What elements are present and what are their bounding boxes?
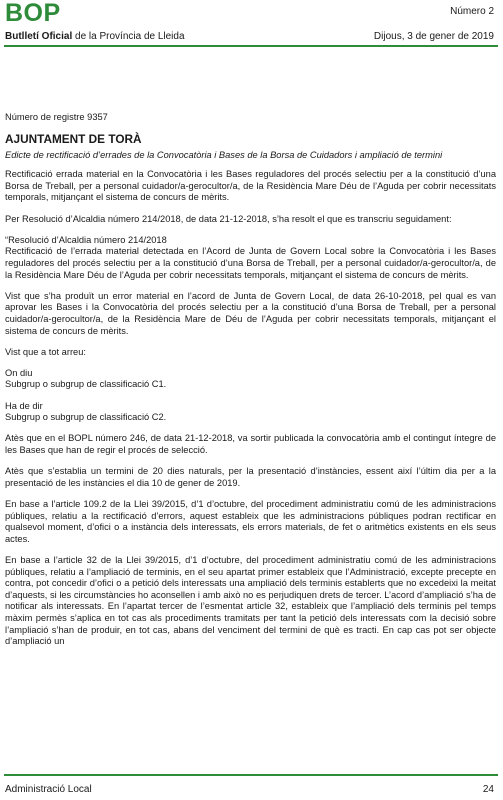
edict-subtitle: Edicte de rectificació d’errades de la Convocatòria i Bases de la Borsa de Cuidadors i ampliació de termini [5, 149, 443, 160]
paragraph: Per Resolució d’Alcaldia número 214/2018, de data 21-12-2018, s’ha resolt el que es transcriu seguidament: [5, 213, 452, 224]
paragraph: Rectificació de l’errada material detectada en l’Acord de Junta de Govern Local sobre la Convocatòria i les Bases reguladores del procés selectiu per a la constitució d’una Borsa de Treball, per a personal cuidador/a-gerocultor/a, de la Residència Mare Déu de l’Aguda per cobrir necessitats temporals, mitjançant el sistema de concurs de mèrits. [5, 246, 496, 280]
paragraph: Ha de dir [5, 400, 43, 411]
resolution-heading: “Resolució d’Alcaldia número 214/2018 [5, 234, 167, 245]
bulletin-name-bold: Butlletí Oficial [5, 31, 73, 42]
paragraph: Atès que en el BOPL número 246, de data 21-12-2018, va sortir publicada la convocatòria amb el contingut íntegre de les Bases que han de regir el procés de selecció. [5, 433, 496, 456]
paragraph: Atès que s’establia un termini de 20 dies naturals, per la presentació d’instàncies, essent així l’últim dia per a la presentació de les instàncies el dia 10 de gener de 2019. [5, 466, 496, 488]
paragraph: En base a l’article 109.2 de la Llei 39/2015, d’1 d’octubre, del procediment administratiu comú de les administracions públiques, relatiu a la rectificació d’errors, aquest estableix que les administracions públiques podran rectificar en qualsevol moment, d’ofici o a instància dels interessats, els errors materials, de fet o aritmètics existents en els seus actes. [5, 499, 496, 544]
footer-section: Administració Local [5, 784, 92, 795]
issue-number: Número 2 [450, 6, 494, 17]
registry-number: Número de registre 9357 [5, 112, 108, 122]
bop-logo: BOP [5, 0, 61, 27]
header-divider [4, 45, 498, 47]
bulletin-name [5, 31, 185, 42]
paragraph: En base a l’article 32 de la Llei 39/2015, d’1 d’octubre, del procediment administratiu comú de les administracions públiques, relatiu a l’ampliació de terminis, en el seu apartat primer estableix que l’Administració, excepte precepte en contra, pot concedir d’ofici o a petició dels interessats una ampliació dels terminis establerts que no excedeixi la meitat d’aquests, si les circumstàncies ho aconsellen i amb això no es perjudiquen drets de tercer. L’acord d’ampliació s’ha de notificar als interessats. En l’apartat tercer de l’esmentat article 32, estableix que l’ampliació dels terminis pel temps màxim permès s’aplica en tot cas als procediments tramitats per tant la petició dels interessats com la decisió sobre l’ampliació s’han de produir, en tot cas, abans del venciment del termini de què es tracti. En cap cas pot ser objecte d’ampliació un [5, 554, 496, 647]
footer-divider [4, 774, 498, 776]
page-number: 24 [482, 784, 494, 795]
paragraph: Vist que a tot arreu: [5, 346, 86, 357]
article-body [5, 112, 496, 657]
paragraph: Rectificació errada material en la Convocatòria i les Bases reguladores del procés selectiu per a la constitució d’una Borsa de Treball, per a personal cuidador/a-gerocultor/a, de la Residència Mare Déu de l’Aguda per cobrir necessitats temporals, mitjançant el sistema de concurs de mèrits. [5, 169, 496, 203]
paragraph: Subgrup o subgrup de classificació C2. [5, 412, 167, 423]
bulletin-name-rest: de la Província de Lleida [72, 31, 185, 42]
paragraph: On diu [5, 367, 33, 378]
publication-date: Dijous, 3 de gener de 2019 [373, 31, 494, 42]
entity-title: AJUNTAMENT DE TORÀ [5, 131, 142, 146]
paragraph: Subgrup o subgrup de classificació C1. [5, 379, 167, 390]
paragraph: Vist que s’ha produït un error material en l’acord de Junta de Govern Local, de data 26-10-2018, pel qual es van aprovar les Bases i la Convocatòria del procés selectiu per a la constitució d’una Borsa de Treball, per a personal cuidador/a-gerocultor/a, de la Residència Mare de Déu de l’Aguda per cobrir necessitats temporals, mitjançant el sistema de concurs de mèrits. [5, 290, 496, 336]
